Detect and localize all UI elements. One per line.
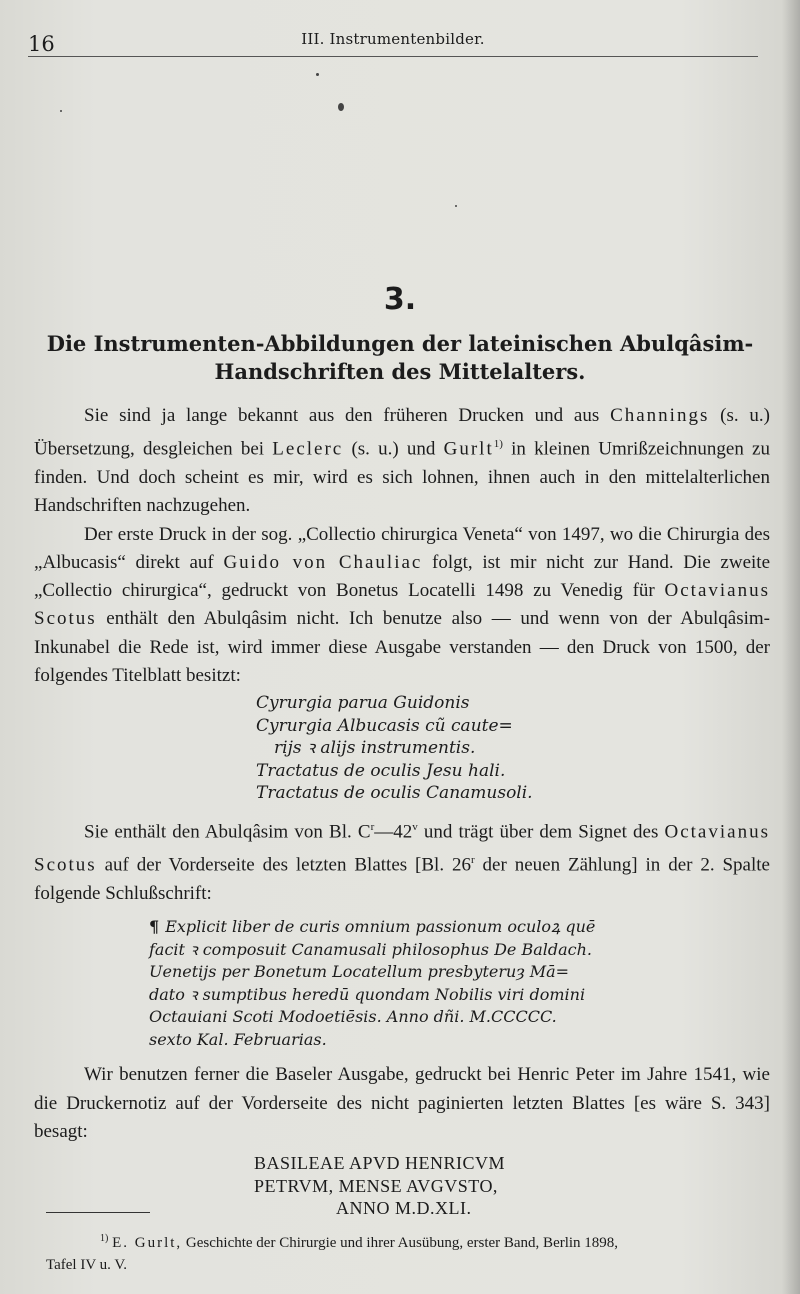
- quote-line: Octauiani Scoti Modoetiēsis. Anno dñi. M.CCCCC.: [149, 1007, 557, 1027]
- text-run: in kleinen Umrißzeichnungen zu finden. Und doch scheint es mir, wird es sich lohnen, ihnen auch in den mittelalterlichen Handschriften nachzugehen.: [34, 438, 770, 517]
- quote-line: Tractatus de oculis Jesu hali.: [256, 760, 506, 781]
- quote-line: BASILEAE APVD HENRICVM: [254, 1153, 506, 1174]
- footnote-line: [34, 1228, 780, 1254]
- quote-line: rijs ꝛ alijs instrumentis.: [274, 738, 476, 759]
- scan-speck: [60, 110, 62, 112]
- paragraph: [34, 521, 770, 691]
- quote-line: Tractatus de oculis Canamusoli.: [256, 783, 533, 804]
- footnote: [34, 1228, 780, 1276]
- text-run: und trägt über dem Signet des: [417, 821, 665, 843]
- author-name: Guido von Chauliac: [223, 551, 423, 573]
- author-name: Leclerc: [272, 438, 344, 460]
- running-title: III. Instrumentenbilder.: [301, 30, 485, 48]
- quote-line: sexto Kal. Februarias.: [149, 1029, 327, 1049]
- scan-speck: [455, 205, 457, 207]
- printer-note-quote: [254, 1152, 770, 1220]
- page-number: 16: [28, 32, 55, 56]
- text-run: enthält den Abulqâsim nicht. Ich benutze also — und wenn von der Abulqâsim-Inkunabel die Rede ist, wird immer diese Ausgabe verstanden — den Druck von 1500, der folgendes Titelblatt besitzt:: [34, 608, 770, 686]
- text-run: Sie enthält den Abulqâsim von Bl. C: [84, 821, 371, 843]
- title-page-quote: [256, 692, 770, 805]
- paragraph: [34, 402, 770, 521]
- heading-line: Die Instrumenten-Abbildungen der lateinischen Abulqâsim-: [46, 331, 754, 356]
- paragraph: Wir benutzen ferner die Baseler Ausgabe, gedruckt bei Henric Peter im Jahre 1541, wie die Druckernotiz auf der Vorderseite des nicht paginierten letzten Blattes [es wäre S. 343] besagt:: [34, 1064, 770, 1142]
- body-text: [34, 402, 770, 1220]
- pilcrow-mark: ¶: [149, 917, 160, 937]
- scan-speck: [338, 103, 344, 111]
- scan-speck: [316, 73, 319, 76]
- quote-line: ANNO M.D.XLI.: [336, 1198, 472, 1219]
- heading-line: Handschriften des Mittelalters.: [214, 359, 586, 384]
- author-name: Octavianus Scotus: [34, 821, 770, 876]
- running-head: [28, 28, 758, 57]
- text-run: der neuen Zählung] in der 2. Spalte folgende Schlußschrift:: [34, 854, 770, 905]
- footnote-rule: [46, 1212, 150, 1213]
- text-run: folgt, ist mir nicht zur Hand. Die zweite „Collectio chirurgica“, gedruckt von Bonetus Locatelli 1498 zu Venedig für: [34, 551, 770, 602]
- quote-line: Cyrurgia parua Guidonis: [256, 693, 470, 714]
- text-run: Der erste Druck in der sog. „Collectio chirurgica Veneta“ von 1497, wo die Chirurgia des „Albucasis“ direkt auf: [34, 523, 770, 573]
- page-edge-shadow: [782, 0, 800, 1294]
- text-run: —42: [374, 821, 413, 843]
- author-name: Gurlt: [443, 438, 494, 460]
- text-run: Sie sind ja lange bekannt aus den früheren Drucken und aus: [84, 405, 611, 426]
- colophon-quote: [149, 916, 689, 1051]
- footnote-line: Tafel IV u. V.: [46, 1257, 128, 1273]
- paragraph: [34, 813, 770, 909]
- quote-line: facit ꝛ composuit Canamusali philosophus De Baldach.: [149, 939, 593, 959]
- quote-line: Cyrurgia Albucasis cũ caute=: [256, 715, 513, 736]
- quote-line: dato ꝛ sumptibus heredū quondam Nobilis viri domini: [149, 984, 586, 1004]
- quote-text: Explicit liber de curis omnium passionum oculoꝝ quē: [165, 917, 596, 937]
- section-heading: [30, 330, 770, 386]
- text-run: (s. u.) und: [343, 438, 444, 460]
- author-name: Channings: [610, 405, 710, 426]
- text-run: (s. u.) Übersetzung, desgleichen bei: [34, 405, 770, 460]
- superscript: r: [370, 820, 375, 833]
- quote-line: Uenetijs per Bonetum Locatellum presbyteruȝ Mā=: [149, 962, 570, 982]
- text-run: auf der Vorderseite des letzten Blattes [Bl. 26: [96, 854, 471, 876]
- superscript: v: [412, 820, 418, 833]
- footnote-text: Geschichte der Chirurgie und ihrer Ausübung, erster Band, Berlin 1898,: [182, 1235, 619, 1251]
- superscript: r: [470, 854, 475, 867]
- footnote-mark: 1): [100, 1233, 109, 1244]
- section-number: 3.: [383, 282, 417, 317]
- quote-line: [149, 916, 689, 939]
- quote-line: PETRVM, MENSE AVGVSTO,: [254, 1175, 498, 1196]
- footnote-author: E. Gurlt,: [112, 1235, 183, 1251]
- author-name: Octavianus Scotus: [34, 580, 770, 630]
- footnote-reference[interactable]: 1): [493, 438, 503, 451]
